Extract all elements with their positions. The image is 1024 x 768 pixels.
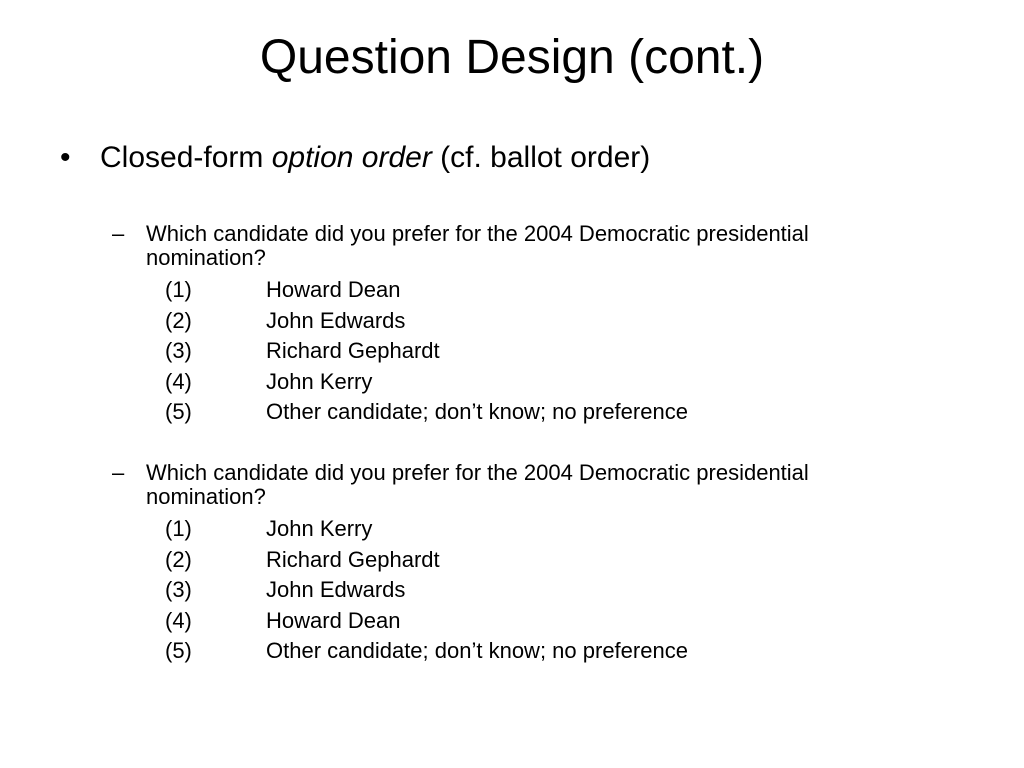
question-row — [112, 461, 932, 509]
question-block-2 — [112, 461, 932, 667]
dash-icon: – — [112, 460, 125, 485]
option-label: John Kerry — [266, 368, 373, 394]
question-text: Which candidate did you prefer for the 2004 Democratic presidential nomination? — [146, 221, 809, 270]
question-text: Which candidate did you prefer for the 2004 Democratic presidential nomination? — [146, 460, 809, 509]
option-label: Richard Gephardt — [266, 338, 440, 363]
option-label: Howard Dean — [266, 607, 401, 633]
option-item — [165, 606, 932, 637]
option-number: (4) — [165, 368, 192, 394]
question-row — [112, 222, 932, 270]
option-label: John Kerry — [266, 516, 373, 541]
option-number: (3) — [165, 338, 192, 363]
option-item — [165, 397, 932, 428]
option-label: Howard Dean — [266, 277, 401, 302]
option-number: (3) — [165, 577, 192, 602]
bullet-text-lead: Closed-form — [100, 141, 272, 174]
question-block-1 — [112, 222, 932, 428]
option-list — [112, 275, 932, 428]
dash-icon: – — [112, 221, 125, 246]
slide-title: Question Design (cont.) — [259, 31, 765, 84]
option-item — [165, 636, 932, 667]
option-label: Other candidate; don’t know; no preference — [266, 638, 688, 663]
option-label: Other candidate; don’t know; no preference — [266, 399, 688, 424]
main-bullet — [60, 138, 650, 178]
option-label: John Edwards — [266, 307, 406, 333]
option-item — [165, 514, 932, 545]
option-number: (5) — [165, 399, 192, 424]
option-label: Richard Gephardt — [266, 546, 440, 572]
option-number: (1) — [165, 516, 192, 541]
option-item — [165, 545, 932, 576]
option-item — [165, 275, 932, 306]
option-item — [165, 367, 932, 398]
option-number: (5) — [165, 638, 192, 663]
bullet-text-tail: (cf. ballot order) — [431, 141, 651, 174]
option-item — [165, 575, 932, 606]
option-item — [165, 306, 932, 337]
option-number: (1) — [165, 277, 192, 302]
bullet-text-italic: option order — [271, 141, 432, 174]
bullet-icon: • — [60, 141, 71, 174]
option-item — [165, 336, 932, 367]
option-list — [112, 514, 932, 667]
option-number: (2) — [165, 307, 192, 333]
option-number: (2) — [165, 546, 192, 572]
bullet-text — [100, 141, 650, 174]
option-number: (4) — [165, 607, 192, 633]
option-label: John Edwards — [266, 577, 406, 602]
